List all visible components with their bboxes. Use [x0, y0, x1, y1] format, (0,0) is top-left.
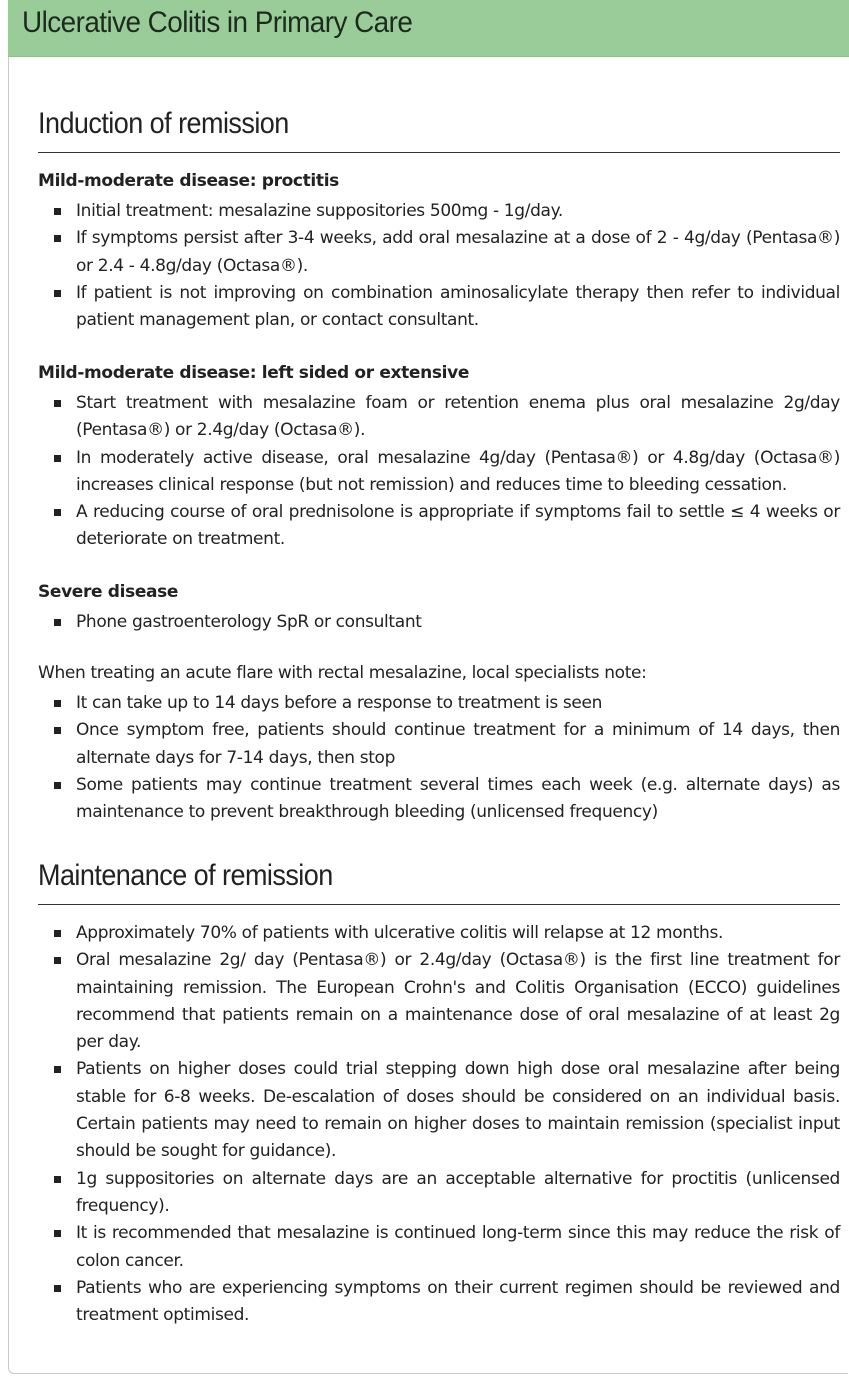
rectal-note-intro: When treating an acute flare with rectal mesalazine, local specialists note:	[38, 663, 647, 683]
list-item: If patient is not improving on combination aminosalicylate therapy then refer to individual patient management plan, or contact consultant.	[76, 280, 840, 335]
list-item: Start treatment with mesalazine foam or retention enema plus oral mesalazine 2g/day (Pentasa®) or 2.4g/day (Octasa®).	[76, 390, 840, 445]
list-item: Phone gastroenterology SpR or consultant	[76, 609, 840, 636]
list-item: Patients who are experiencing symptoms on their current regimen should be reviewed and treatment optimised.	[76, 1275, 840, 1330]
subheading-left-sided: Mild-moderate disease: left sided or extensive	[38, 363, 470, 383]
list-item: 1g suppositories on alternate days are an acceptable alternative for proctitis (unlicensed frequency).	[76, 1166, 840, 1221]
page-title: Ulcerative Colitis in Primary Care	[22, 6, 413, 39]
list-item: Once symptom free, patients should continue treatment for a minimum of 14 days, then alternate days for 7-14 days, then stop	[76, 717, 840, 772]
section-heading-induction: Induction of remission	[38, 107, 289, 140]
subheading-proctitis: Mild-moderate disease: proctitis	[38, 171, 339, 191]
severe-list	[38, 609, 840, 636]
proctitis-list	[38, 198, 840, 334]
list-item: Initial treatment: mesalazine suppositories 500mg - 1g/day.	[76, 198, 840, 225]
list-item: It can take up to 14 days before a response to treatment is seen	[76, 690, 840, 717]
list-item: Oral mesalazine 2g/ day (Pentasa®) or 2.4g/day (Octasa®) is the first line treatment for maintaining remission. The European Crohn's and Colitis Organisation (ECCO) guidelines recommend that patients remain on a maintenance dose of oral mesalazine of at least 2g per day.	[76, 947, 840, 1056]
section-heading-maintenance: Maintenance of remission	[38, 859, 333, 892]
subheading-severe: Severe disease	[38, 582, 179, 602]
page-header	[8, 0, 849, 57]
content-panel	[8, 57, 848, 1374]
list-item: It is recommended that mesalazine is continued long-term since this may reduce the risk of colon cancer.	[76, 1220, 840, 1275]
list-item: Approximately 70% of patients with ulcerative colitis will relapse at 12 months.	[76, 920, 840, 947]
section-divider	[38, 152, 840, 153]
list-item: In moderately active disease, oral mesalazine 4g/day (Pentasa®) or 4.8g/day (Octasa®) increases clinical response (but not remission) and reduces time to bleeding cessation.	[76, 445, 840, 500]
rectal-note-list	[38, 690, 840, 826]
list-item: If symptoms persist after 3-4 weeks, add oral mesalazine at a dose of 2 - 4g/day (Pentasa®) or 2.4 - 4.8g/day (Octasa®).	[76, 225, 840, 280]
list-item: Some patients may continue treatment several times each week (e.g. alternate days) as maintenance to prevent breakthrough bleeding (unlicensed frequency)	[76, 772, 840, 827]
list-item: A reducing course of oral prednisolone is appropriate if symptoms fail to settle ≤ 4 weeks or deteriorate on treatment.	[76, 499, 840, 554]
left-sided-list	[38, 390, 840, 554]
section-divider	[38, 904, 840, 905]
list-item: Patients on higher doses could trial stepping down high dose oral mesalazine after being stable for 6-8 weeks. De-escalation of doses should be considered on an individual basis. Certain patients may need to remain on higher doses to maintain remission (specialist input should be sought for guidance).	[76, 1056, 840, 1165]
maintenance-list	[38, 920, 840, 1329]
